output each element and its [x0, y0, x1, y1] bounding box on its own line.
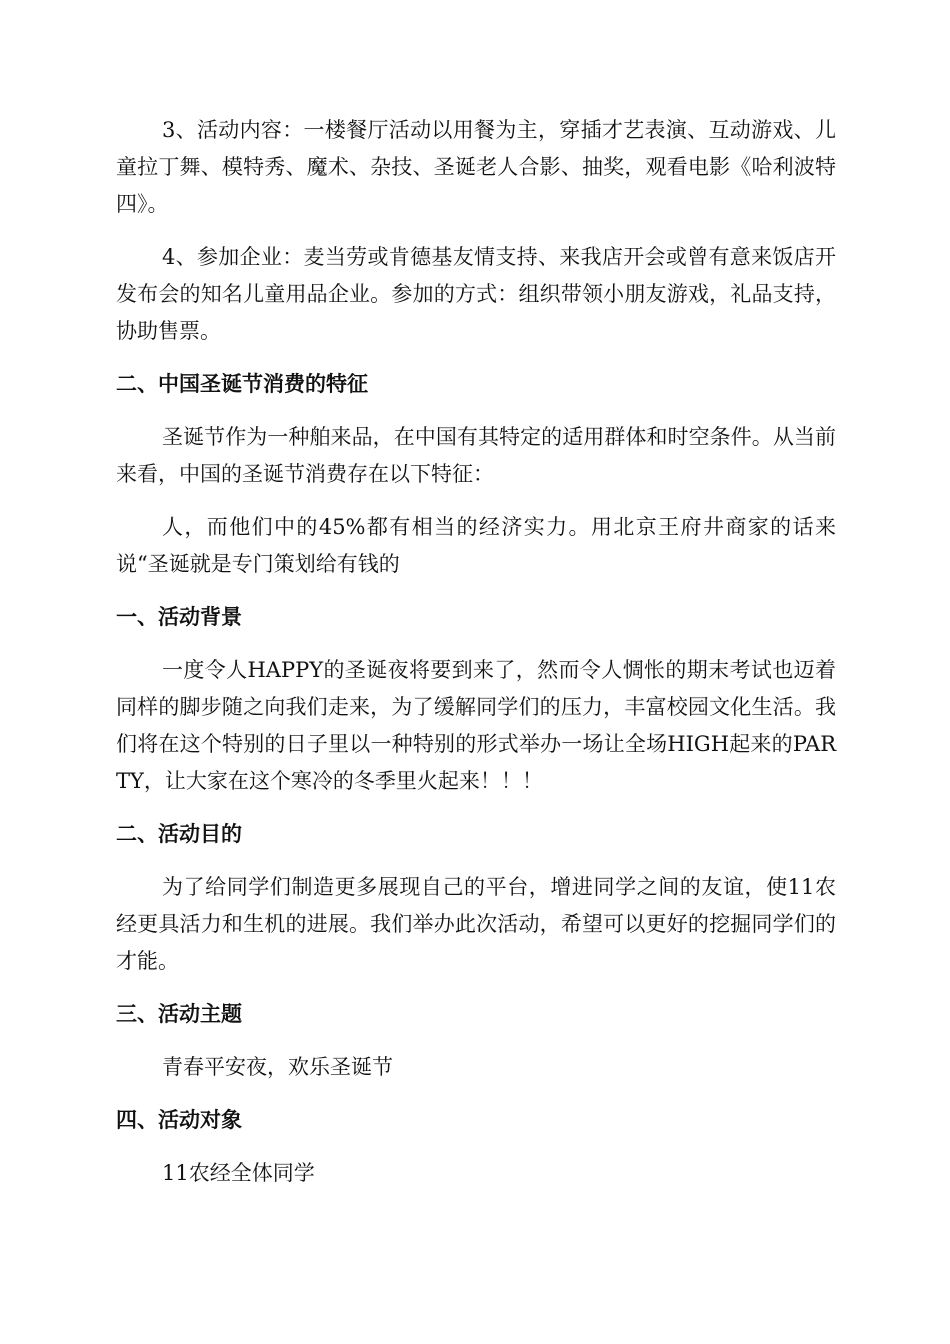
document-body	[116, 112, 836, 1208]
paragraph-activity-background: 一度令人HAPPY的圣诞夜将要到来了，然而令人惆怅的期末考试也迈着同样的脚步随之向我们走来，为了缓解同学们的压力，丰富校园文化生活。我们将在这个特别的日子里以一种特别的形式举办一场让全场HIGH起来的PARTY，让大家在这个寒冷的冬季里火起来！！！	[116, 658, 836, 793]
heading-activity-purpose: 二、活动目的	[116, 822, 242, 846]
paragraph-activity-theme: 青春平安夜，欢乐圣诞节	[162, 1055, 393, 1079]
paragraph-consumption-detail: 人，而他们中的45%都有相当的经济实力。用北京王府井商家的话来说“圣诞就是专门策划给有钱的	[116, 515, 836, 576]
paragraph-activity-audience: 11农经全体同学	[162, 1161, 315, 1185]
heading-consumption-features: 二、中国圣诞节消费的特征	[116, 372, 368, 396]
heading-activity-background: 一、活动背景	[116, 605, 242, 629]
heading-activity-theme: 三、活动主题	[116, 1002, 242, 1026]
paragraph-consumption-intro: 圣诞节作为一种舶来品，在中国有其特定的适用群体和时空条件。从当前来看，中国的圣诞节消费存在以下特征：	[116, 425, 836, 486]
paragraph-activity-purpose: 为了给同学们制造更多展现自己的平台，增进同学之间的友谊，使11农经更具活力和生机的进展。我们举办此次活动，希望可以更好的挖掘同学们的才能。	[116, 875, 836, 973]
paragraph-participating-companies: 4、参加企业：麦当劳或肯德基友情支持、来我店开会或曾有意来饭店开发布会的知名儿童用品企业。参加的方式：组织带领小朋友游戏，礼品支持，协助售票。	[116, 245, 836, 343]
heading-activity-audience: 四、活动对象	[116, 1108, 242, 1132]
paragraph-activity-content: 3、活动内容：一楼餐厅活动以用餐为主，穿插才艺表演、互动游戏、儿童拉丁舞、模特秀、魔术、杂技、圣诞老人合影、抽奖，观看电影《哈利波特四》。	[116, 118, 836, 216]
